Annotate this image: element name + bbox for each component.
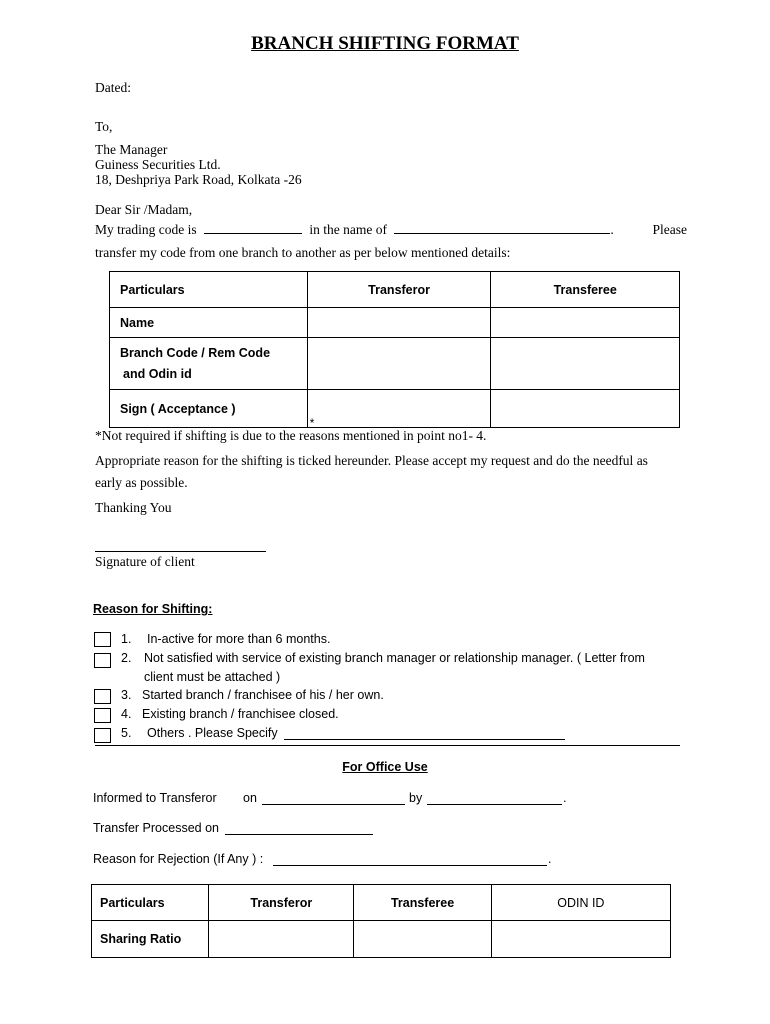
reason-5-num: 5. (121, 726, 132, 740)
sharing-transferor-cell[interactable] (209, 921, 354, 958)
trading-code-blank[interactable] (204, 222, 302, 234)
reason-3-checkbox[interactable] (94, 689, 111, 704)
body-part-4: Please (652, 222, 687, 237)
dated-label: Dated: (95, 80, 131, 95)
address-line-2: Guiness Securities Ltd. (95, 157, 221, 172)
body-line-2: transfer my code from one branch to another as per below mentioned details: (95, 245, 511, 260)
sharing-header-transferee: Transferee (354, 885, 491, 921)
reasons-heading: Reason for Shifting: (93, 602, 213, 616)
reason-2-text: Not satisfied with service of existing branch manager or relationship manager. ( Letter from (144, 651, 645, 665)
transferee-name-cell[interactable] (491, 308, 680, 338)
header-particulars: Particulars (110, 272, 308, 308)
reason-paragraph-line-2: early as possible. (95, 475, 188, 490)
row-branch-line-2: and Odin id (123, 366, 192, 381)
transferee-sign-cell[interactable] (491, 390, 680, 428)
rejection-period: . (548, 852, 552, 866)
office-use-heading: For Office Use (342, 760, 428, 774)
on-label: on (243, 791, 257, 805)
page-title: BRANCH SHIFTING FORMAT (251, 33, 519, 54)
processed-label: Transfer Processed on (93, 821, 219, 835)
others-specify-blank[interactable] (284, 739, 565, 740)
informed-by-blank[interactable] (427, 804, 562, 805)
rejection-reason-blank[interactable] (273, 865, 547, 866)
details-table (109, 271, 680, 428)
transferee-branch-cell[interactable] (491, 338, 680, 390)
address-line-1: The Manager (95, 142, 168, 157)
row-name-label: Name (110, 308, 308, 338)
header-transferee: Transferee (491, 272, 680, 308)
reason-3-text: Started branch / franchisee of his / her own. (142, 688, 384, 702)
reason-5-checkbox[interactable] (94, 728, 111, 743)
address-line-3: 18, Deshpriya Park Road, Kolkata -26 (95, 172, 302, 187)
signature-line (95, 551, 266, 552)
signature-label: Signature of client (95, 554, 195, 569)
row-branch-line-1: Branch Code / Rem Code (120, 345, 271, 360)
reason-2-text-2: client must be attached ) (144, 670, 281, 684)
row-branch-label (110, 338, 308, 390)
informed-period: . (563, 791, 567, 805)
rejection-label: Reason for Rejection (If Any ) : (93, 852, 264, 866)
footnote: *Not required if shifting is due to the reasons mentioned in point no1- 4. (95, 428, 487, 443)
header-transferor: Transferor (307, 272, 491, 308)
reason-5-text: Others . Please Specify (147, 726, 278, 740)
sharing-table (91, 884, 671, 958)
reason-2-checkbox[interactable] (94, 653, 111, 668)
row-sign-label: Sign ( Acceptance ) (110, 390, 308, 428)
sharing-ratio-label: Sharing Ratio (92, 921, 209, 958)
body-line-1 (95, 222, 687, 238)
reason-4-num: 4. (121, 707, 132, 721)
body-part-3: . (610, 222, 614, 237)
sharing-header-transferor: Transferor (209, 885, 354, 921)
reason-4-text: Existing branch / franchisee closed. (142, 707, 339, 721)
to-label: To, (95, 119, 113, 134)
sharing-header-particulars: Particulars (92, 885, 209, 921)
body-part-2: in the name of (309, 222, 387, 237)
salutation: Dear Sir /Madam, (95, 202, 193, 217)
reason-1-text: In-active for more than 6 months. (147, 632, 331, 646)
informed-label: Informed to Transferor (93, 791, 217, 805)
reason-3-num: 3. (121, 688, 132, 702)
sharing-odin-id-cell[interactable] (491, 921, 670, 958)
sharing-transferee-cell[interactable] (354, 921, 491, 958)
informed-date-blank[interactable] (262, 804, 405, 805)
transferor-sign-cell[interactable] (307, 390, 491, 428)
sharing-header-odin-id: ODIN ID (491, 885, 670, 921)
transferor-name-cell[interactable] (307, 308, 491, 338)
thanking-you: Thanking You (95, 500, 172, 515)
reason-2-num: 2. (121, 651, 132, 665)
reason-1-checkbox[interactable] (94, 632, 111, 647)
client-name-blank[interactable] (394, 222, 610, 234)
body-part-1: My trading code is (95, 222, 197, 237)
by-label: by (409, 791, 423, 805)
section-divider (95, 745, 680, 746)
reason-1-num: 1. (121, 632, 132, 646)
transferor-branch-cell[interactable] (307, 338, 491, 390)
processed-date-blank[interactable] (225, 834, 373, 835)
reason-4-checkbox[interactable] (94, 708, 111, 723)
reason-paragraph-line-1: Appropriate reason for the shifting is ticked hereunder. Please accept my request and do the needful as (95, 453, 648, 468)
asterisk-mark: * (309, 416, 315, 430)
